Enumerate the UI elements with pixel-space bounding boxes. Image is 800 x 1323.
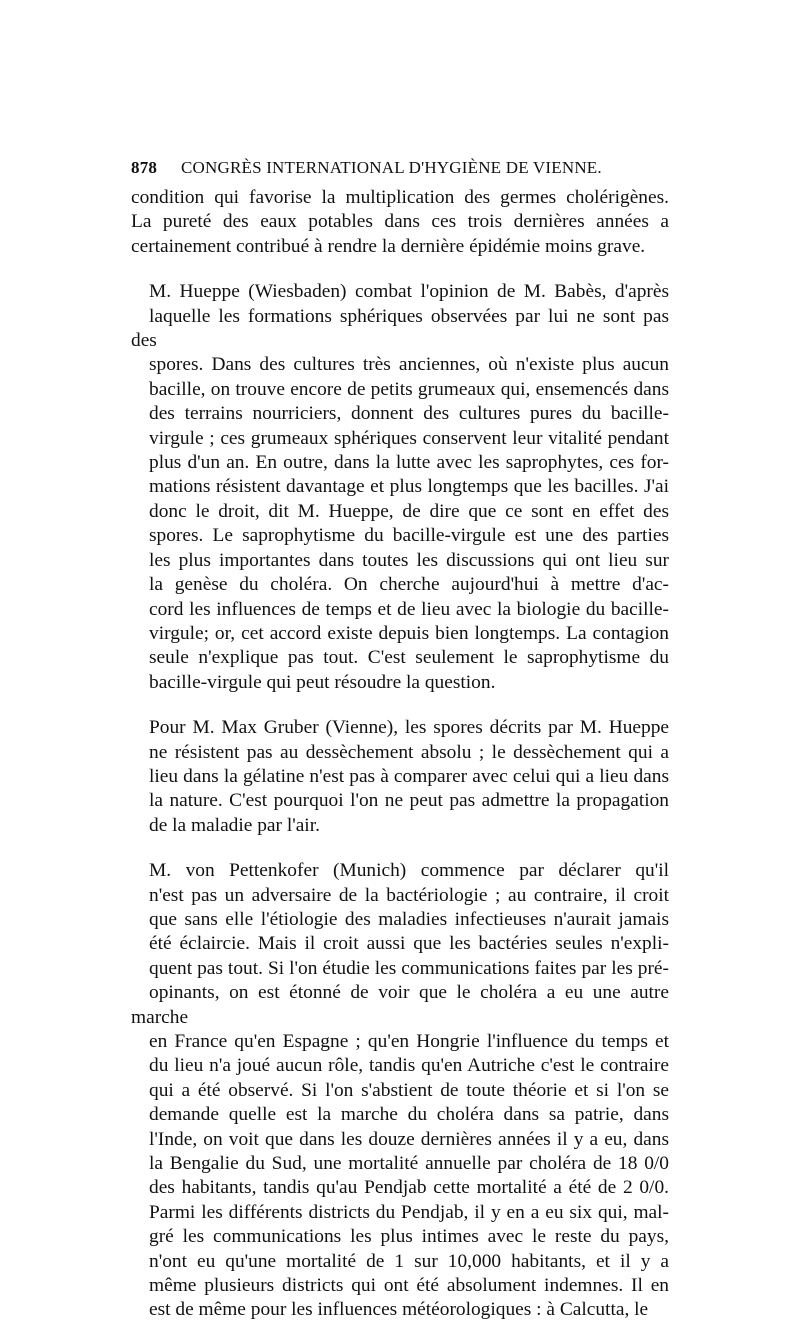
text-line: la genèse du choléra. On cherche aujourd'hui à mettre d'ac- <box>149 574 669 596</box>
text-line: n'ont eu qu'une mortalité de 1 sur 10,000 habitants, et il y a <box>149 1250 669 1272</box>
text-line: M. von Pettenkofer (Munich) commence par déclarer qu'il <box>149 860 669 882</box>
text-line: condition qui favorise la multiplication des germes cholérigènes. <box>131 187 669 208</box>
paragraph-gruber <box>131 716 669 838</box>
book-page <box>131 158 669 1323</box>
text-line: certainement contribué à rendre la dernière épidémie moins grave. <box>131 235 646 257</box>
text-line: bacille, on trouve encore de petits grumeaux qui, ensemencés dans <box>149 378 669 400</box>
text-line: virgule ; ces grumeaux sphériques conservent leur vitalité pendant <box>149 427 669 449</box>
text-line: des terrains nourriciers, donnent des cultures pures du bacille- <box>149 403 669 425</box>
text-line: est de même pour les influences météorologiques : à Calcutta, le <box>149 1299 649 1321</box>
text-line: été éclaircie. Mais il croit aussi que les bactéries seules n'expli- <box>149 933 669 955</box>
text-line: des habitants, tandis qu'au Pendjab cette mortalité a été de 2 0/0. <box>149 1177 669 1199</box>
text-line: demande quelle est la marche du choléra dans sa patrie, dans <box>149 1104 669 1126</box>
text-line: en France qu'en Espagne ; qu'en Hongrie l'influence du temps et <box>149 1031 669 1052</box>
body-text <box>131 186 669 1323</box>
text-line: qui a été observé. Si l'on s'abstient de toute théorie et si l'on se <box>149 1079 669 1101</box>
text-line: spores. Le saprophytisme du bacille-virgule est une des parties <box>149 525 669 547</box>
text-line: quent pas tout. Si l'on étudie les communications faites par les pré- <box>149 957 669 979</box>
text-line: La pureté des eaux potables dans ces trois dernières années a <box>131 211 669 233</box>
page-header <box>131 158 669 178</box>
paragraph-continuation <box>131 186 669 259</box>
text-line: n'est pas un adversaire de la bactériologie ; au contraire, il croit <box>149 884 669 906</box>
text-line: mations résistent davantage et plus longtemps que les bacilles. J'ai <box>149 476 669 498</box>
text-line: ne résistent pas au dessèchement absolu ; le dessèchement qui a <box>149 741 669 763</box>
text-line: l'Inde, on voit que dans les douze dernières années il y a eu, dans <box>149 1128 669 1150</box>
text-line: opinants, on est étonné de voir que le choléra a eu une autre marche <box>131 982 669 1028</box>
paragraph-pettenkofer <box>131 859 669 1323</box>
text-line: spores. Dans des cultures très anciennes, où n'existe plus aucun <box>149 354 669 376</box>
text-line: cord les influences de temps et de lieu avec la biologie du bacille- <box>149 598 669 620</box>
text-line: que sans elle l'étiologie des maladies infectieuses n'aurait jamais <box>149 908 669 930</box>
text-line: laquelle les formations sphériques observées par lui ne sont pas des <box>131 305 669 352</box>
paragraph-hueppe <box>131 280 669 695</box>
text-line: de la maladie par l'air. <box>149 814 320 836</box>
text-line: seule n'explique pas tout. C'est seulement le saprophytisme du <box>149 647 669 669</box>
text-line: donc le droit, dit M. Hueppe, de dire que ce sont en effet des <box>149 500 669 522</box>
text-line: les plus importantes dans toutes les discussions qui ont lieu sur <box>149 549 669 571</box>
text-line: Pour M. Max Gruber (Vienne), les spores décrits par M. Hueppe <box>149 717 669 739</box>
text-line: gré les communications les plus intimes avec le reste du pays, <box>149 1226 669 1248</box>
text-line: la nature. C'est pourquoi l'on ne peut pas admettre la propagation <box>149 790 669 812</box>
page-number: 878 <box>131 158 158 177</box>
text-line: même plusieurs districts qui ont été absolument indemnes. Il en <box>149 1275 669 1297</box>
text-line: M. Hueppe (Wiesbaden) combat l'opinion de M. Babès, d'après <box>149 281 669 303</box>
running-title: CONGRÈS INTERNATIONAL D'HYGIÈNE DE VIENNE. <box>181 158 602 177</box>
text-line: du lieu n'a joué aucun rôle, tandis qu'en Autriche c'est le contraire <box>149 1055 669 1077</box>
text-line: Parmi les différents districts du Pendjab, il y en a eu six qui, mal- <box>149 1201 669 1223</box>
text-line: lieu dans la gélatine n'est pas à comparer avec celui qui a lieu dans <box>149 765 669 787</box>
text-line: bacille-virgule qui peut résoudre la question. <box>149 671 496 693</box>
text-line: la Bengalie du Sud, une mortalité annuelle par choléra de 18 0/0 <box>149 1153 669 1175</box>
text-line: virgule; or, cet accord existe depuis bien longtemps. La contagion <box>149 622 669 644</box>
text-line: plus d'un an. En outre, dans la lutte avec les saprophytes, ces for- <box>149 452 669 474</box>
